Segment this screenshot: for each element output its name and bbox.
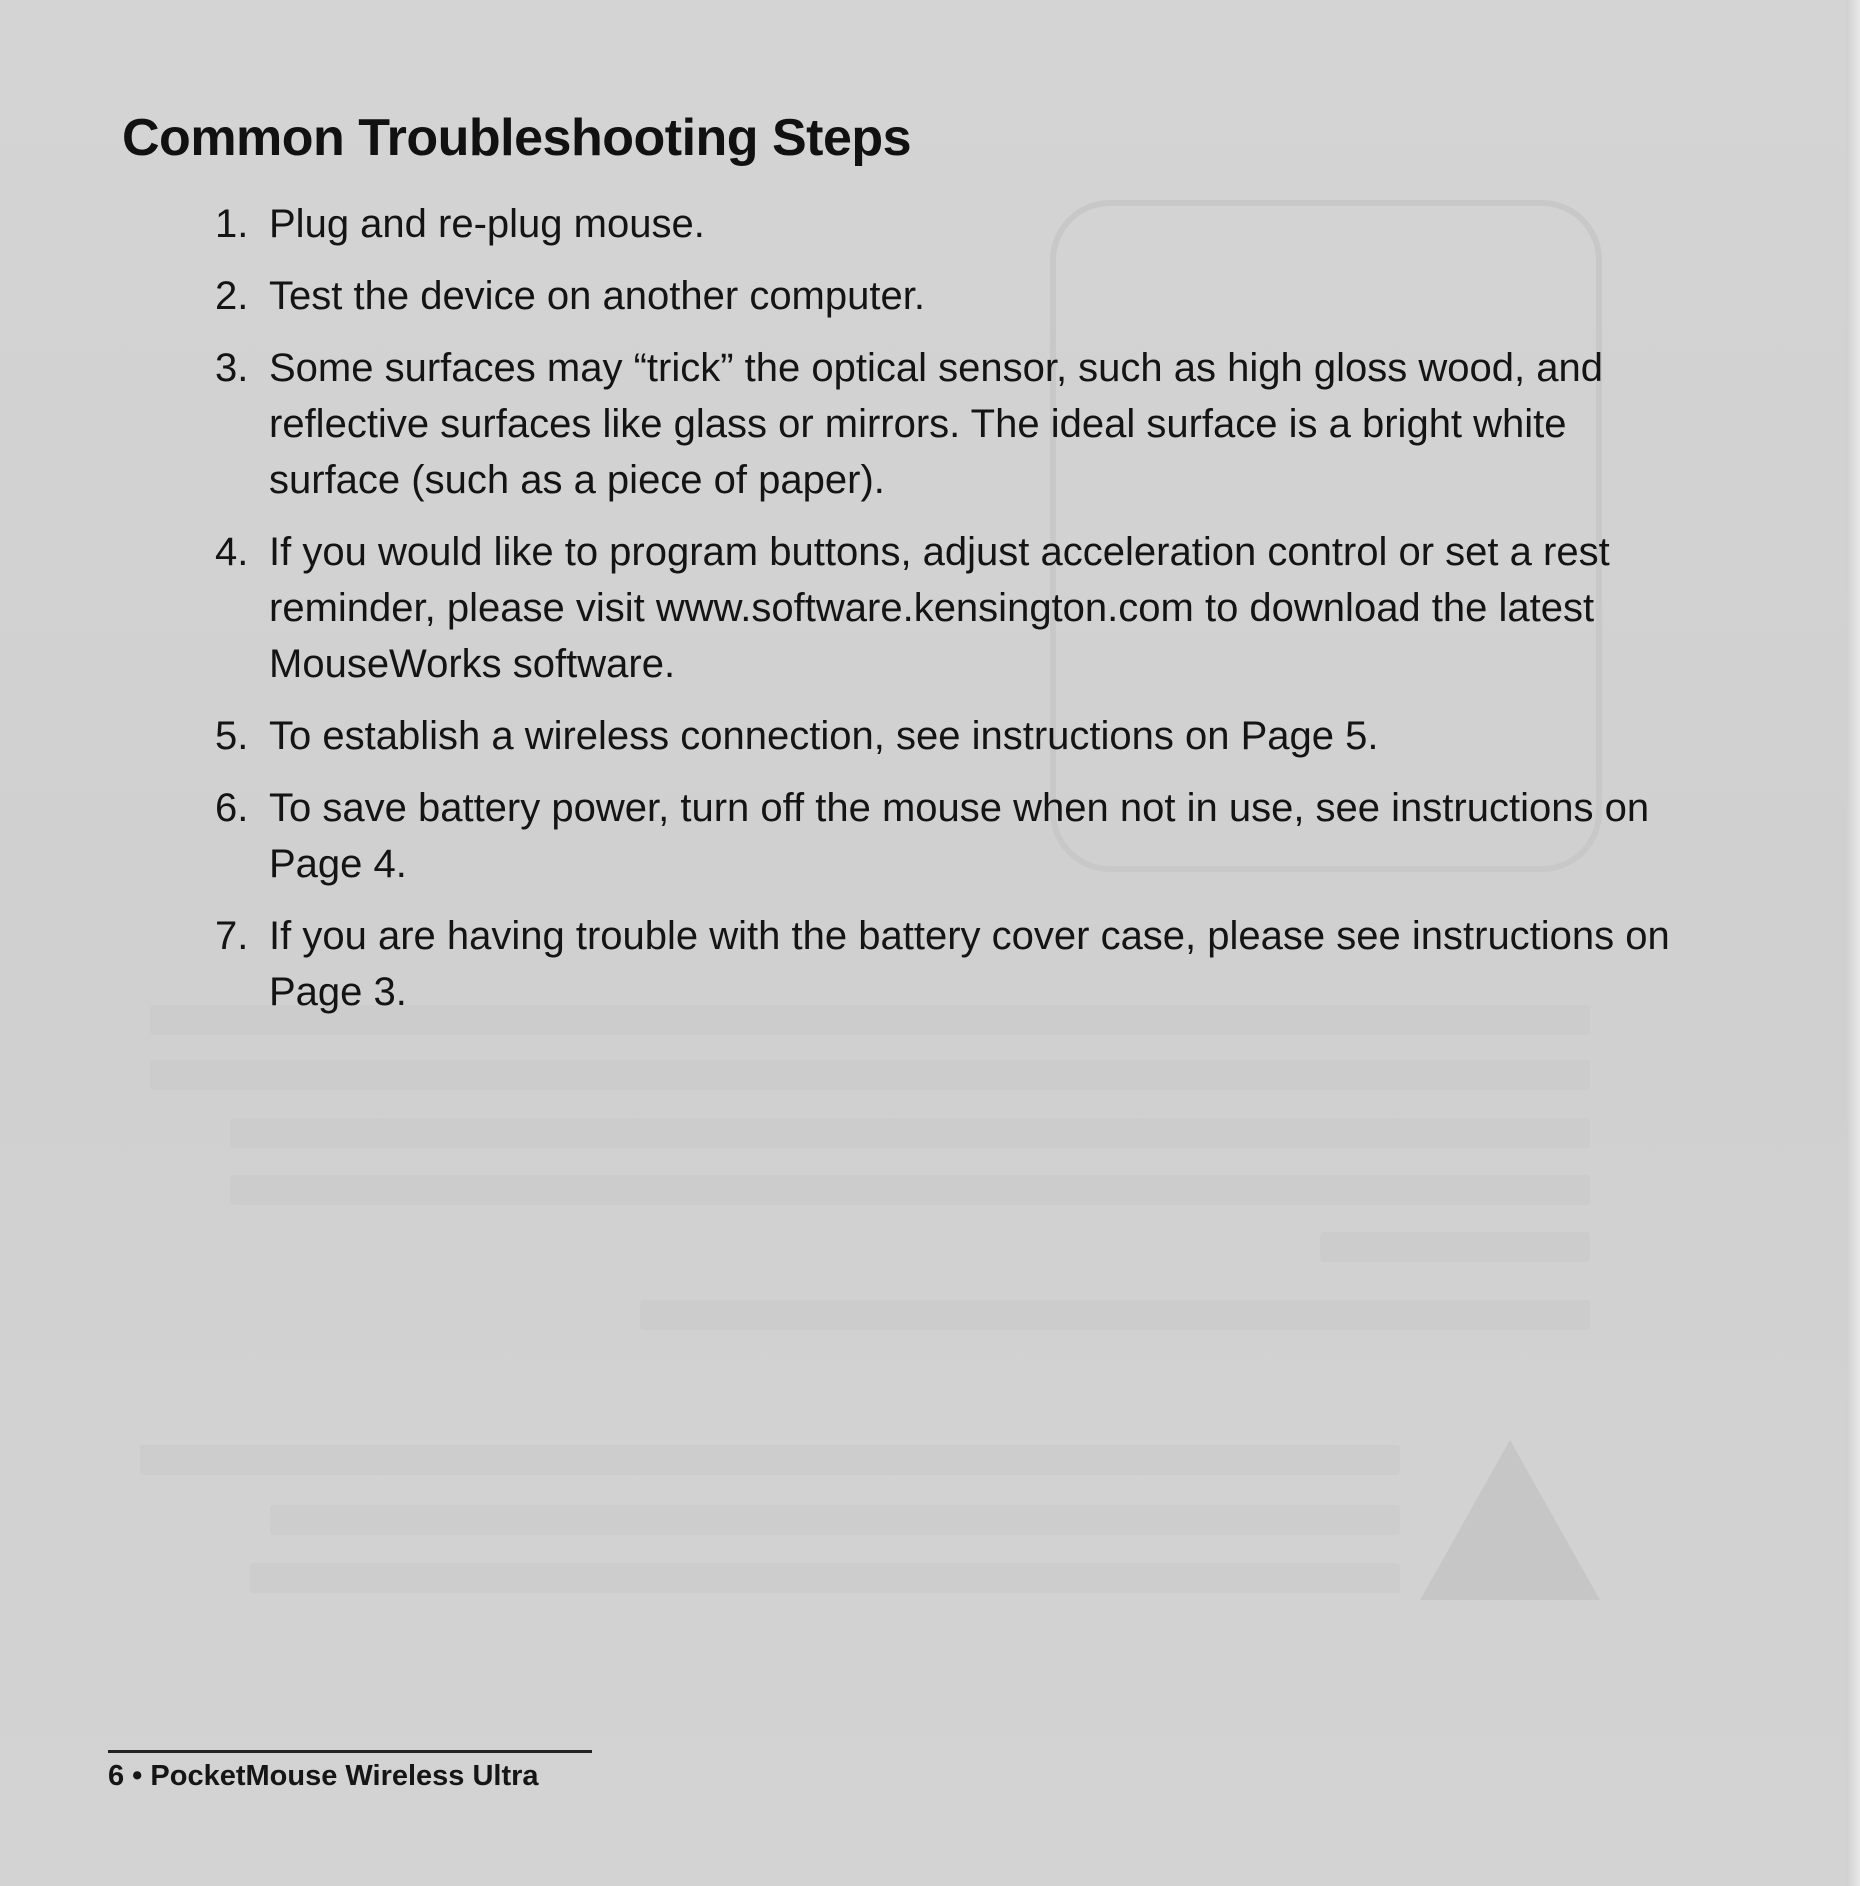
step-text: To establish a wireless connection, see instructions on Page 5. — [269, 714, 1379, 758]
list-item — [215, 268, 1695, 324]
bleed-through-line — [140, 1445, 1400, 1475]
step-text: Plug and re-plug mouse. — [269, 202, 705, 246]
step-number: 7. — [215, 914, 249, 958]
bleed-through-line — [640, 1300, 1590, 1330]
step-number: 5. — [215, 714, 249, 758]
bleed-through-warning-icon — [1420, 1440, 1600, 1600]
troubleshooting-steps-list — [215, 196, 1695, 1036]
list-item — [215, 780, 1695, 892]
list-item — [215, 708, 1695, 764]
bleed-through-heading — [1200, 118, 1214, 176]
bleed-through-line — [150, 1060, 1590, 1090]
bleed-through-line — [250, 1563, 1400, 1593]
step-number: 3. — [215, 346, 249, 390]
step-text: To save battery power, turn off the mouse when not in use, see instructions on Page 4. — [269, 786, 1650, 886]
bleed-through-line — [230, 1175, 1590, 1205]
step-text: If you would like to program buttons, adjust acceleration control or set a rest reminder, please visit www.software.kensington.com to download the latest MouseWorks software. — [269, 530, 1610, 686]
page-title: Common Troubleshooting Steps — [122, 109, 912, 167]
step-text: Test the device on another computer. — [269, 274, 925, 318]
step-number: 1. — [215, 202, 249, 246]
step-number: 4. — [215, 530, 249, 574]
bleed-through-line — [1320, 1232, 1590, 1262]
footer-divider — [108, 1750, 592, 1753]
list-item — [215, 908, 1695, 1020]
page-footer: 6 • PocketMouse Wireless Ultra — [108, 1760, 539, 1792]
step-text: Some surfaces may “trick” the optical sensor, such as high gloss wood, and reflective surfaces like glass or mirrors. The ideal surface is a bright white surface (such as a piece of paper). — [269, 346, 1603, 502]
step-number: 2. — [215, 274, 249, 318]
page-edge — [1846, 0, 1860, 1886]
bleed-through-line — [230, 1118, 1590, 1148]
list-item — [215, 340, 1695, 508]
step-text: If you are having trouble with the battery cover case, please see instructions on Page 3. — [269, 914, 1670, 1014]
list-item — [215, 196, 1695, 252]
list-item — [215, 524, 1695, 692]
bleed-through-line — [270, 1505, 1400, 1535]
step-number: 6. — [215, 786, 249, 830]
